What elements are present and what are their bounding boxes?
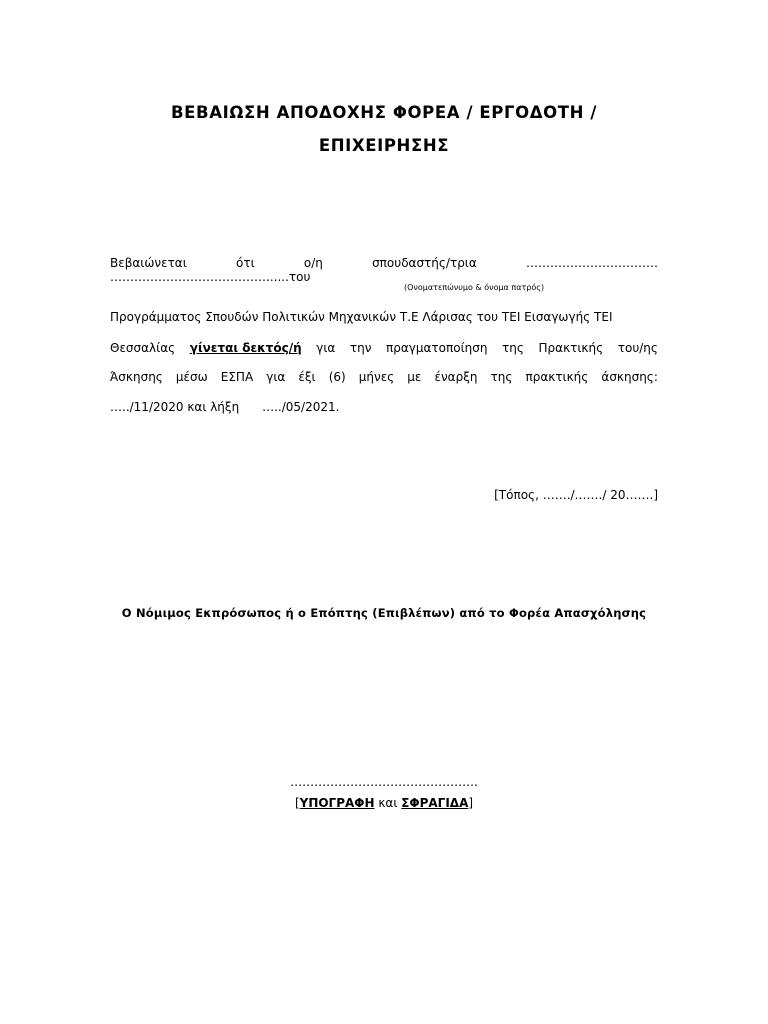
representative-label: Ο Νόμιμος Εκπρόσωπος ή ο Επόπτης (Επιβλέπων) από το Φορέα Απασχόλησης [121, 606, 647, 620]
word: Βεβαιώνεται [110, 256, 187, 270]
word: μήνες [358, 370, 395, 384]
stamp-label: ΣΦΡΑΓΙΔΑ [401, 796, 469, 810]
word: έξι [298, 370, 316, 384]
word: της [502, 341, 524, 355]
signature-stamp-label [0, 796, 768, 810]
accepted-emphasis: γίνεται δεκτός/ή [189, 341, 302, 355]
word: για [316, 341, 336, 355]
certification-line-5 [110, 370, 658, 384]
signature-label: ΥΠΟΓΡΑΦΗ [299, 796, 375, 810]
place-date: [Τόπος, ……./……./ 20…….] [494, 488, 658, 502]
name-note: (Ονοματεπώνυμο & όνομα πατρός) [404, 283, 545, 292]
document-title-line-2: ΕΠΙΧΕΙΡΗΣΗΣ [318, 136, 450, 155]
bracket: [ [294, 796, 300, 810]
certification-line-3: Προγράμματος Σπουδών Πολιτικών Μηχανικών Τ.Ε Λάρισας του ΤΕΙ Εισαγωγής ΤΕΙ [110, 310, 613, 324]
word: του/ης [617, 341, 658, 355]
word: σπουδαστής/τρια [372, 256, 477, 270]
bracket: ] [468, 796, 474, 810]
document-title-line-1: ΒΕΒΑΙΩΣΗ ΑΠΟΔΟΧΗΣ ΦΟΡΕΑ / ΕΡΓΟΔΟΤΗ / [171, 103, 597, 122]
word: ο/η [303, 256, 323, 270]
signature-dots: ……………………………………….. [290, 775, 478, 789]
word: μέσω [175, 370, 208, 384]
word: Θεσσαλίας [110, 341, 176, 355]
word: της [490, 370, 513, 384]
word: ΕΣΠΑ [220, 370, 254, 384]
word: την [349, 341, 372, 355]
word: και [374, 796, 402, 810]
word: (6) [328, 370, 346, 384]
certification-line-1 [110, 256, 658, 270]
certification-line-2: …………………………………......του [110, 270, 311, 284]
word: με [407, 370, 422, 384]
certification-line-4 [110, 341, 658, 355]
word: ότι [236, 256, 255, 270]
word: έναρξη [434, 370, 478, 384]
dates-line: …../11/2020 και λήξη …../05/2021. [110, 400, 340, 414]
word: Άσκησης [110, 370, 163, 384]
word: για [266, 370, 286, 384]
word: Πρακτικής [538, 341, 604, 355]
word: πρακτικής [525, 370, 589, 384]
word: άσκησης: [601, 370, 658, 384]
name-blank: …………………………… [526, 256, 658, 270]
word: πραγματοποίηση [386, 341, 488, 355]
